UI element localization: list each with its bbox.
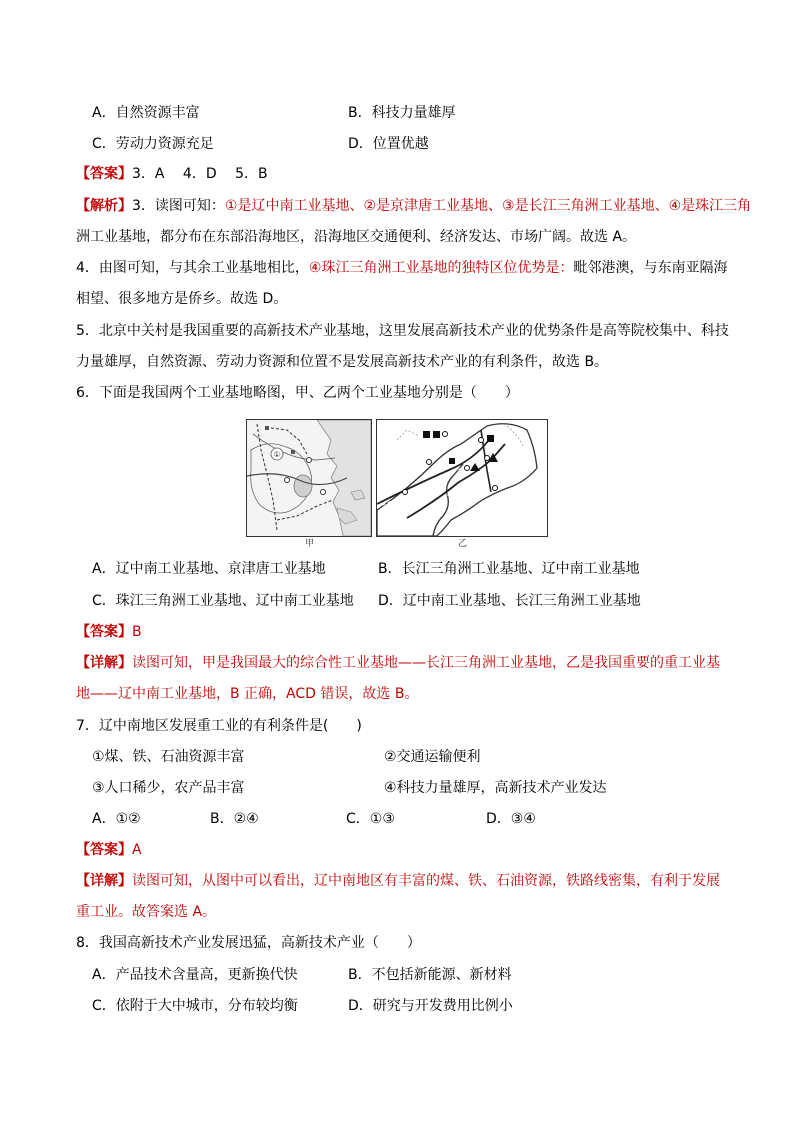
q7-detail-line1 bbox=[76, 871, 720, 891]
explanation-3-line1 bbox=[76, 196, 751, 216]
q6-detail-line1 bbox=[76, 653, 720, 673]
q6-option-c: C．珠江三角洲工业基地、辽中南工业基地 bbox=[92, 593, 354, 609]
explanation-4-highlight: ④珠江三角洲工业基地的独特区位优势是： bbox=[308, 260, 574, 276]
q7-statement-1: ①煤、铁、石油资源丰富 bbox=[92, 749, 245, 765]
q7-detail-line2: 重工业。故答案选 A。 bbox=[76, 904, 217, 920]
q4-option-b: B．科技力量雄厚 bbox=[348, 105, 456, 121]
map-jia-caption: 甲 bbox=[305, 539, 315, 549]
q6-detail-text1: 读图可知，甲是我国最大的综合性工业基地——长江三角洲工业基地，乙是我国重要的重工业基 bbox=[132, 655, 720, 671]
explanation-4-line2: 相望、很多地方是侨乡。故选 D。 bbox=[76, 291, 288, 307]
detail-tag: 【详解】 bbox=[76, 873, 132, 889]
q6-answer bbox=[76, 622, 142, 642]
explanation-4-lead: 4．由图可知，与其余工业基地相比， bbox=[76, 260, 309, 276]
map-jia-marker: ① bbox=[273, 450, 281, 459]
explanation-4-line1 bbox=[76, 258, 727, 278]
answer-text: A bbox=[132, 842, 142, 858]
q6-option-d: D．辽中南工业基地、长江三角洲工业基地 bbox=[378, 593, 641, 609]
explanation-tag: 【解析】 bbox=[76, 198, 132, 214]
map-jia-drawing bbox=[247, 420, 371, 536]
explanation-5-line1: 5．北京中关村是我国重要的高新技术产业基地，这里发展高新技术产业的优势条件是高等院校集中、科技 bbox=[76, 323, 729, 339]
q8-option-a: A．产品技术含量高，更新换代快 bbox=[92, 967, 298, 983]
explanation-5-line2: 力量雄厚，自然资源、劳动力资源和位置不是发展高新技术产业的有利条件，故选 B。 bbox=[76, 354, 609, 370]
q4-option-d: D．位置优越 bbox=[348, 136, 429, 152]
q8-option-b: B．不包括新能源、新材料 bbox=[348, 967, 512, 983]
answer-text: 3．A 4．D 5．B bbox=[132, 166, 268, 182]
explanation-4-tail: 毗邻港澳，与东南亚隔海 bbox=[573, 260, 728, 276]
q7-statement-3: ③人口稀少，农产品丰富 bbox=[92, 780, 245, 796]
q7-option-b: B．②④ bbox=[210, 811, 259, 827]
q7-option-a: A．①② bbox=[92, 811, 141, 827]
q6-stem: 6．下面是我国两个工业基地略图，甲、乙两个工业基地分别是（ ） bbox=[76, 385, 519, 401]
map-yi bbox=[376, 419, 548, 537]
q7-answer bbox=[76, 840, 142, 860]
detail-tag: 【详解】 bbox=[76, 655, 132, 671]
explanation-3-lead: 3．读图可知： bbox=[132, 198, 225, 214]
explanation-3-line2: 洲工业基地，都分布在东部沿海地区，沿海地区交通便利、经济发达、市场广阔。故选 A。 bbox=[76, 229, 637, 245]
q7-detail-text1: 读图可知，从图中可以看出，辽中南地区有丰富的煤、铁、石油资源，铁路线密集，有利于发展 bbox=[132, 873, 720, 889]
answer-tag: 【答案】 bbox=[76, 624, 132, 640]
answer-3-5 bbox=[76, 164, 268, 184]
answer-tag: 【答案】 bbox=[76, 166, 132, 182]
explanation-3-highlight: ①是辽中南工业基地、②是京津唐工业基地、③是长江三角洲工业基地、④是珠江三角 bbox=[224, 198, 752, 214]
map-yi-drawing bbox=[377, 420, 547, 536]
map-jia bbox=[246, 419, 372, 537]
q7-statement-2: ②交通运输便利 bbox=[384, 749, 481, 765]
q4-option-a: A．自然资源丰富 bbox=[92, 105, 200, 121]
q4-option-c: C．劳动力资源充足 bbox=[92, 136, 214, 152]
answer-text: B bbox=[132, 624, 142, 640]
q7-statement-4: ④科技力量雄厚，高新技术产业发达 bbox=[384, 780, 607, 796]
q6-option-a: A．辽中南工业基地、京津唐工业基地 bbox=[92, 561, 326, 577]
q6-detail-line2: 地——辽中南工业基地，B 正确，ACD 错误，故选 B。 bbox=[76, 686, 419, 702]
q7-stem: 7．辽中南地区发展重工业的有利条件是( ) bbox=[76, 718, 362, 734]
answer-tag: 【答案】 bbox=[76, 842, 132, 858]
q8-stem: 8．我国高新技术产业发展迅猛，高新技术产业（ ） bbox=[76, 935, 421, 951]
map-yi-caption: 乙 bbox=[458, 539, 468, 549]
q8-option-c: C．依附于大中城市，分布较均衡 bbox=[92, 998, 298, 1014]
q6-option-b: B．长江三角洲工业基地、辽中南工业基地 bbox=[378, 561, 640, 577]
q7-option-c: C．①③ bbox=[346, 811, 395, 827]
q7-option-d: D．③④ bbox=[486, 811, 536, 827]
q8-option-d: D．研究与开发费用比例小 bbox=[348, 998, 513, 1014]
